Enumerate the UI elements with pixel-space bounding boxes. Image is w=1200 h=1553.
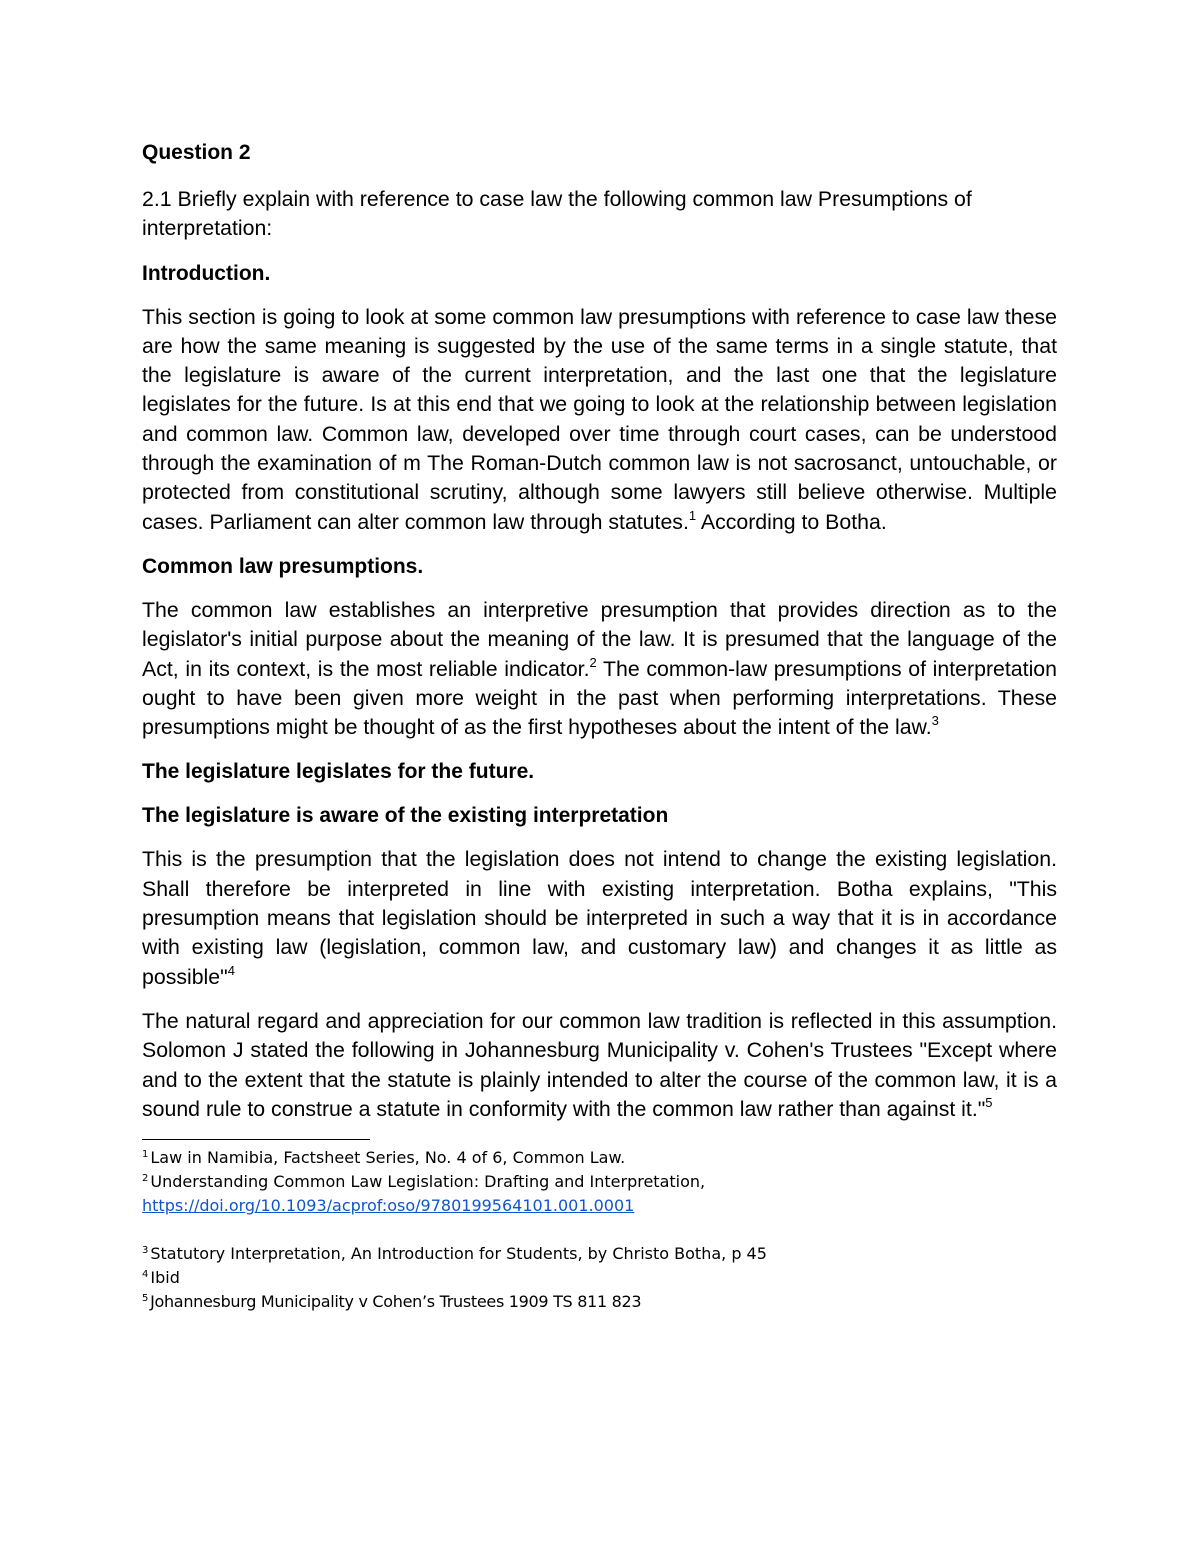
- aware-interpretation-heading: The legislature is aware of the existing interpretation: [142, 804, 669, 828]
- footnote-number: 1: [142, 1149, 149, 1161]
- footnote-number: 4: [142, 1269, 149, 1281]
- aware-text-2: The natural regard and appreciation for our common law tradition is reflected in this assumption. Solomon J stated the following in Johannesburg Municipality v. Cohen's Trustees "Except where and to the extent that the statute is plainly intended to alter the course of the common law, it is a sound rule to construe a statute in conformity with the common law rather than against it.": [142, 1008, 1057, 1121]
- aware-paragraph-1: [142, 845, 1057, 991]
- footnote-spacer: [142, 1218, 1057, 1242]
- footnote-number: 3: [142, 1245, 149, 1257]
- footnotes: [142, 1146, 1057, 1314]
- footnote-doi-link[interactable]: https://doi.org/10.1093/acprof:oso/9780199564101.001.0001: [142, 1196, 635, 1216]
- footnote-text: Johannesburg Municipality v Cohen’s Trustees 1909 TS 811 823: [150, 1292, 642, 1312]
- footnote-2: [142, 1170, 1057, 1218]
- aware-text-1: This is the presumption that the legislation does not intend to change the existing legislation. Shall therefore be interpreted in line with existing interpretation. Botha explains, "This presumption means that legislation should be interpreted in such a way that it is in accordance with existing law (legislation, common law, and customary law) and changes it as little as possible": [142, 847, 1057, 989]
- common-law-presumptions-heading: Common law presumptions.: [142, 554, 424, 578]
- footnote-3: [142, 1242, 1057, 1266]
- footnote-number: 2: [142, 1173, 149, 1185]
- footnote-5: [142, 1290, 1057, 1314]
- footnote-ref-4[interactable]: 4: [227, 962, 235, 978]
- legislates-future-heading: The legislature legislates for the future.: [142, 760, 535, 784]
- introduction-tail: According to Botha.: [696, 509, 887, 534]
- presumptions-text-a: The common law establishes an interpretive presumption that provides direction as to the legislator's initial purpose about the meaning of the law. It is presumed that the language of the Act, in its context, is the most reliable indicator.: [142, 597, 1057, 681]
- footnote-number: 5: [142, 1293, 149, 1305]
- presumptions-text-b: The common-law presumptions of interpretation ought to have been given more weight in the past when performing interpretations. These presumptions might be thought of as the first hypotheses about the intent of the law.: [142, 656, 1057, 740]
- footnote-text: Law in Namibia, Factsheet Series, No. 4 of 6, Common Law.: [150, 1148, 626, 1168]
- footnote-ref-1[interactable]: 1: [688, 507, 697, 523]
- aware-paragraph-2: [142, 1007, 1057, 1124]
- introduction-heading: Introduction.: [142, 261, 271, 285]
- footnote-4: [142, 1266, 1057, 1290]
- document-page: [142, 138, 1057, 1314]
- footnote-text: Understanding Common Law Legislation: Drafting and Interpretation,: [150, 1172, 706, 1192]
- question-prompt: 2.1 Briefly explain with reference to case law the following common law Presumptions of interpretation:: [142, 187, 972, 241]
- introduction-paragraph: [142, 303, 1057, 537]
- footnote-ref-5[interactable]: 5: [985, 1094, 993, 1110]
- footnote-separator: [142, 1139, 370, 1140]
- footnote-text: Ibid: [150, 1268, 180, 1288]
- introduction-text: This section is going to look at some common law presumptions with reference to case law these are how the same meaning is suggested by the use of the same terms in a single statute, that the legislature is aware of the current interpretation, and the last one that the legislature legislates for the future. Is at this end that we going to look at the relationship between legislation and common law. Common law, developed over time through court cases, can be understood through the examination of m The Roman-Dutch common law is not sacrosanct, untouchable, or protected from constitutional scrutiny, although some lawyers still believe otherwise. Multiple cases. Parliament can alter common law through statutes.: [142, 304, 1057, 534]
- footnote-ref-2[interactable]: 2: [589, 654, 597, 670]
- footnote-text: Statutory Interpretation, An Introduction for Students, by Christo Botha, p 45: [150, 1244, 767, 1264]
- question-title: Question 2: [142, 141, 251, 164]
- presumptions-paragraph: [142, 596, 1057, 742]
- footnote-ref-3[interactable]: 3: [931, 713, 939, 729]
- footnote-1: [142, 1146, 1057, 1170]
